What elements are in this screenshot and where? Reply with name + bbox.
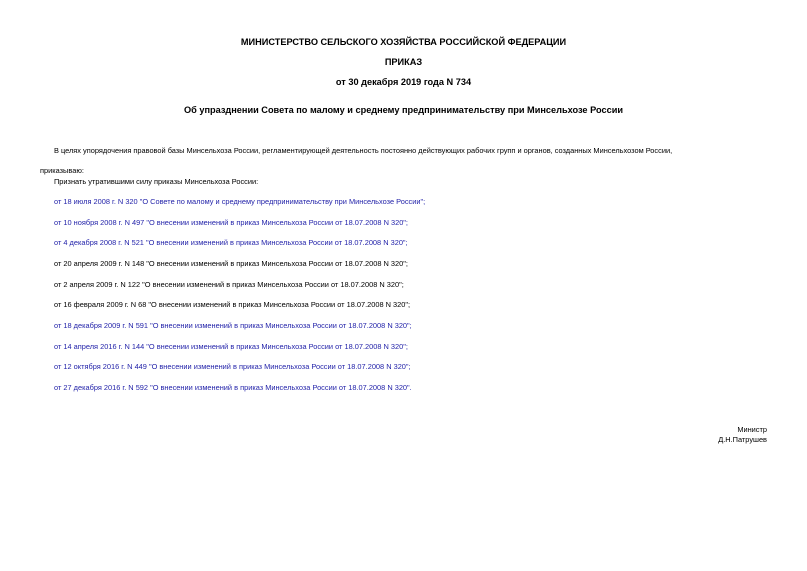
order-item-5: от 2 апреля 2009 г. N 122 "О внесении изменений в приказ Минсельхоза России от 18.07.2008 N 320"; (54, 280, 404, 289)
signature-position: Министр (737, 425, 767, 434)
document-date: от 30 декабря 2019 года N 734 (335, 77, 472, 87)
order-link-10[interactable]: от 27 декабря 2016 г. N 592 "О внесении изменений в приказ Минсельхоза России от 18.07.2008 N 320". (54, 383, 412, 392)
order-item-4: от 20 апреля 2009 г. N 148 "О внесении изменений в приказ Минсельхоза России от 18.07.2008 N 320"; (54, 259, 408, 268)
order-link-7[interactable]: от 18 декабря 2009 г. N 591 "О внесении изменений в приказ Минсельхоза России от 18.07.2008 N 320"; (54, 321, 412, 330)
order-link-9[interactable]: от 12 октября 2016 г. N 449 "О внесении изменений в приказ Минсельхоза России от 18.07.2008 N 320"; (54, 362, 411, 371)
signature-name: Д.Н.Патрушев (718, 435, 767, 444)
document-title: Об упразднении Совета по малому и среднему предпринимательству при Минсельхозе России (183, 105, 623, 115)
order-word: приказываю: (40, 166, 84, 175)
order-link-1[interactable]: от 18 июля 2008 г. N 320 "О Совете по малому и среднему предпринимательству при Минсельхозе России"; (54, 197, 426, 206)
order-link-3[interactable]: от 4 декабря 2008 г. N 521 "О внесении изменений в приказ Минсельхоза России от 18.07.2008 N 320"; (54, 238, 408, 247)
intro-paragraph: В целях упорядочения правовой базы Минсельхоза России, регламентирующей деятельность постоянно действующих рабочих групп и органов, созданных Минсельхозом России, (54, 146, 673, 155)
order-link-8[interactable]: от 14 апреля 2016 г. N 144 "О внесении изменений в приказ Минсельхоза России от 18.07.2008 N 320"; (54, 342, 408, 351)
order-item-6: от 16 февраля 2009 г. N 68 "О внесении изменений в приказ Минсельхоза России от 18.07.2008 N 320"; (54, 300, 411, 309)
recognize-statement: Признать утратившими силу приказы Минсельхоза России: (54, 177, 259, 186)
order-link-2[interactable]: от 10 ноября 2008 г. N 497 "О внесении изменений в приказ Минсельхоза России от 18.07.2008 N 320"; (54, 218, 408, 227)
ministry-name: МИНИСТЕРСТВО СЕЛЬСКОГО ХОЗЯЙСТВА РОССИЙСКОЙ ФЕДЕРАЦИИ (240, 37, 567, 47)
document-type: ПРИКАЗ (384, 57, 423, 67)
